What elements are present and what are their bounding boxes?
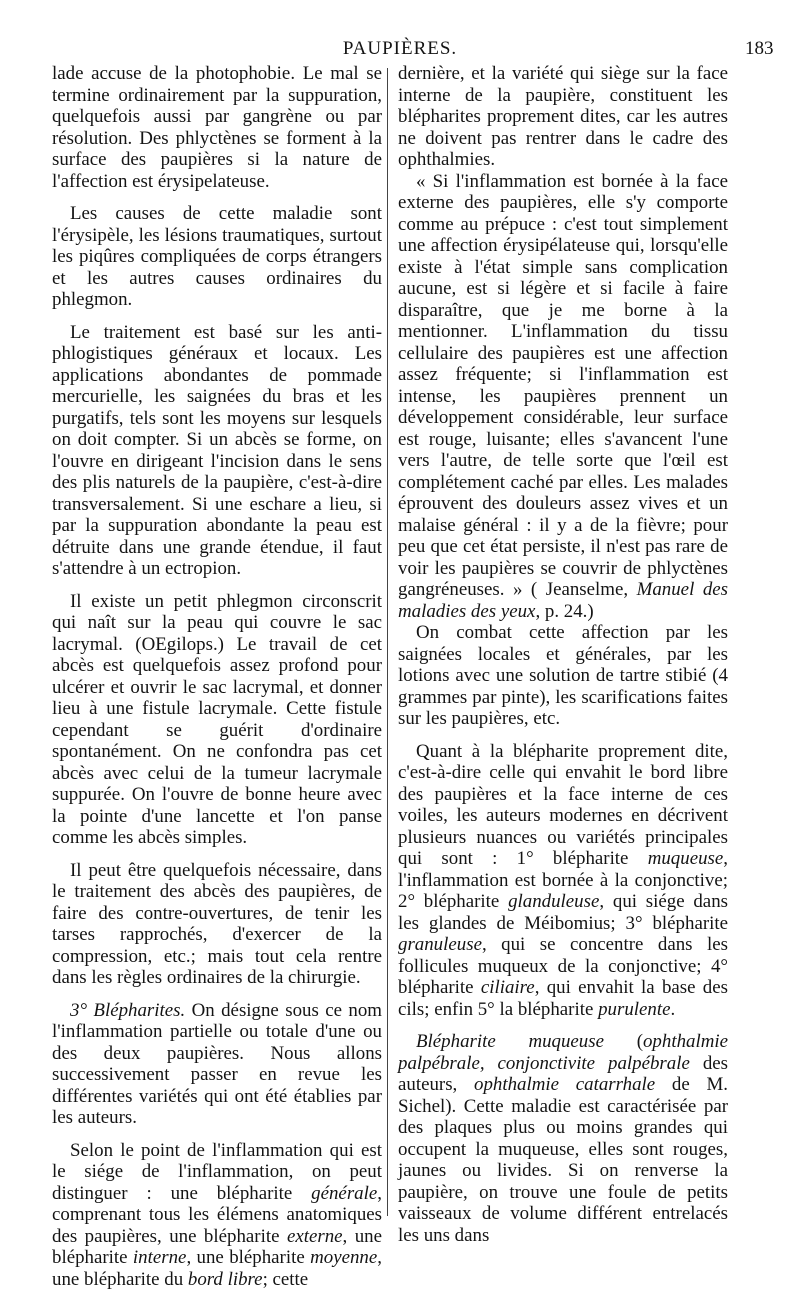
right-column — [398, 63, 728, 1246]
section-heading-blepharites: 3° Blépharites. — [70, 1000, 185, 1021]
right-paragraph-5 — [398, 1031, 728, 1246]
italic-term: ophthalmie catarrhale — [474, 1074, 655, 1095]
left-paragraph-7 — [52, 1140, 382, 1290]
text-run: , l'inflammation est bornée à la conjonctive; 2° blépharite — [398, 848, 728, 912]
italic-term: purulente — [598, 999, 670, 1020]
text-run: , une blépharite — [52, 1226, 382, 1269]
column-divider — [387, 68, 388, 1216]
left-paragraph-6-text: On désigne sous ce nom l'inflammation partielle ou totale d'une ou des deux paupières. Nous allons successivement passer en revue les différentes variétés qui ont été établies par les auteurs. — [52, 1000, 382, 1129]
text-run: , qui se concentre dans les follicules muqueux de la conjonctive; 4° blépharite — [398, 934, 728, 998]
italic-term: externe — [287, 1226, 343, 1247]
right-paragraph-1: dernière, et la variété qui siège sur la face interne de la paupière, constituent les blépharites proprement dites, car les autres ne doivent pas rentrer dans le cadre des ophthalmies. — [398, 63, 728, 171]
text-run: . — [671, 999, 676, 1020]
italic-term: ophthalmie palpébrale, conjonctivite palpébrale — [398, 1031, 728, 1074]
italic-term: Blépharite muqueuse — [416, 1031, 604, 1052]
running-head: PAUPIÈRES. — [0, 38, 800, 60]
page-number: 183 — [745, 38, 774, 60]
left-paragraph-3: Le traitement est basé sur les anti-phlogistiques généraux et locaux. Les applications abondantes de pommade mercurielle, les saignées du bras et les purgatifs, tels sont les moyens sur lesquels on doit compter. Si un abcès se forme, on l'ouvre en dirigeant l'incision dans le sens des plis naturels de la paupière, c'est-à-dire transversalement. Si une eschare a lieu, si par la suppuration abondante la peau est détruite dans une grande étendue, il faut s'attendre à un ectropion. — [52, 322, 382, 580]
left-column — [52, 63, 382, 1290]
italic-term: moyenne — [310, 1247, 377, 1268]
left-paragraph-5: Il peut être quelquefois nécessaire, dans le traitement des abcès des paupières, de faire des contre-ouvertures, de tenir les tarses rapprochés, d'exercer de la compression, etc.; mais tout cela rentre dans les règles ordinaires de la chirurgie. — [52, 860, 382, 989]
italic-term: interne — [133, 1247, 187, 1268]
right-paragraph-4 — [398, 741, 728, 1021]
italic-term: ciliaire — [481, 977, 535, 998]
left-paragraph-6 — [52, 1000, 382, 1129]
text-run: des auteurs, — [398, 1053, 728, 1096]
text-run: , comprenant tous les élémens anatomiques des paupières, une blépharite — [52, 1183, 382, 1247]
right-paragraph-3: On combat cette affection par les saignées locales et générales, par les lotions avec une solution de tartre stibié (4 grammes par pinte), les scarifications faites sur les paupières, etc. — [398, 622, 728, 730]
text-run: de M. Sichel). Cette maladie est caractérisée par des plaques plus ou moins grandes qui occupent la muqueuse, elles sont rouges, jaunes ou livides. Si on renverse la paupière, on trouve une foule de petits vaisseaux de volume différent entrelacés les uns dans — [398, 1074, 728, 1246]
cited-work-title: Manuel des maladies des yeux — [398, 579, 728, 622]
text-run: ; cette — [263, 1269, 309, 1290]
quotation-text: « Si l'inflammation est bornée à la face externe des paupières, elle s'y comporte comme au prépuce : c'est tout simplement une affection érysipélateuse qui, lorsqu'elle existe à l'état simple sans complication aucune, est si légère et si facile à faire disparaître, que je me borne à la mentionner. L'inflammation du tissu cellulaire des paupières est une affection assez fréquente; si l'inflammation est intense, les paupières prennent un développement considérable, leur surface est rouge, luisante; elles s'avancent l'une vers l'autre, de telle sorte que l'œil est complétement caché par elles. Les malades éprouvent des douleurs assez vives et un malaise général : il y a de la fièvre; pour peu que cet état persiste, il n'est pas rare de voir les paupières se couvrir de phlyctènes gangréneuses. » ( Jeanselme, — [398, 171, 728, 601]
italic-term: muqueuse — [648, 848, 724, 869]
text-run: , qui siége dans les glandes de Méibomius; 3° blépharite — [398, 891, 728, 934]
text-run: , une blépharite du — [52, 1247, 382, 1290]
text-run: , qui envahit la base des cils; enfin 5° la blépharite — [398, 977, 728, 1020]
italic-term: générale — [311, 1183, 377, 1204]
left-paragraph-2: Les causes de cette maladie sont l'érysipèle, les lésions traumatiques, surtout les piqûres compliquées de corps étrangers et les autres causes ordinaires du phlegmon. — [52, 203, 382, 311]
italic-term: glanduleuse — [508, 891, 599, 912]
left-paragraph-4: Il existe un petit phlegmon circonscrit qui naît sur la peau qui couvre le sac lacrymal. (OEgilops.) Le travail de cet abcès est quelquefois assez profond pour ulcérer et ouvrir le sac lacrymal, et donner lieu à une fistule lacrymale. Cette fistule cependant se guérit d'ordinaire spontanément. On ne confondra pas cet abcès avec celui de la tumeur lacrymale suppurée. On l'ouvre de bonne heure avec la pointe d'une lancette et l'on panse comme les abcès simples. — [52, 591, 382, 849]
italic-term: granuleuse — [398, 934, 482, 955]
italic-term: bord libre — [188, 1269, 263, 1290]
left-paragraph-1: lade accuse de la photophobie. Le mal se termine ordinairement par la suppuration, quelquefois aussi par gangrène ou par résolution. Des phlyctènes se forment à la surface des paupières si la nature de l'affection est érysipelateuse. — [52, 63, 382, 192]
text-run: , une blépharite — [186, 1247, 304, 1268]
text-run: Quant à la blépharite proprement dite, c'est-à-dire celle qui envahit le bord libre des paupières et la face interne de ces voiles, les auteurs modernes en décrivent plusieurs nuances ou variétés principales qui sont : 1° blépharite — [398, 741, 728, 870]
right-paragraph-2 — [398, 171, 728, 623]
text-run: Selon le point de l'inflammation qui est le siége de l'inflammation, on peut distinguer : une blépharite — [52, 1140, 382, 1204]
text-run: , p. 24.) — [535, 601, 593, 622]
text-run: ( — [637, 1031, 643, 1052]
